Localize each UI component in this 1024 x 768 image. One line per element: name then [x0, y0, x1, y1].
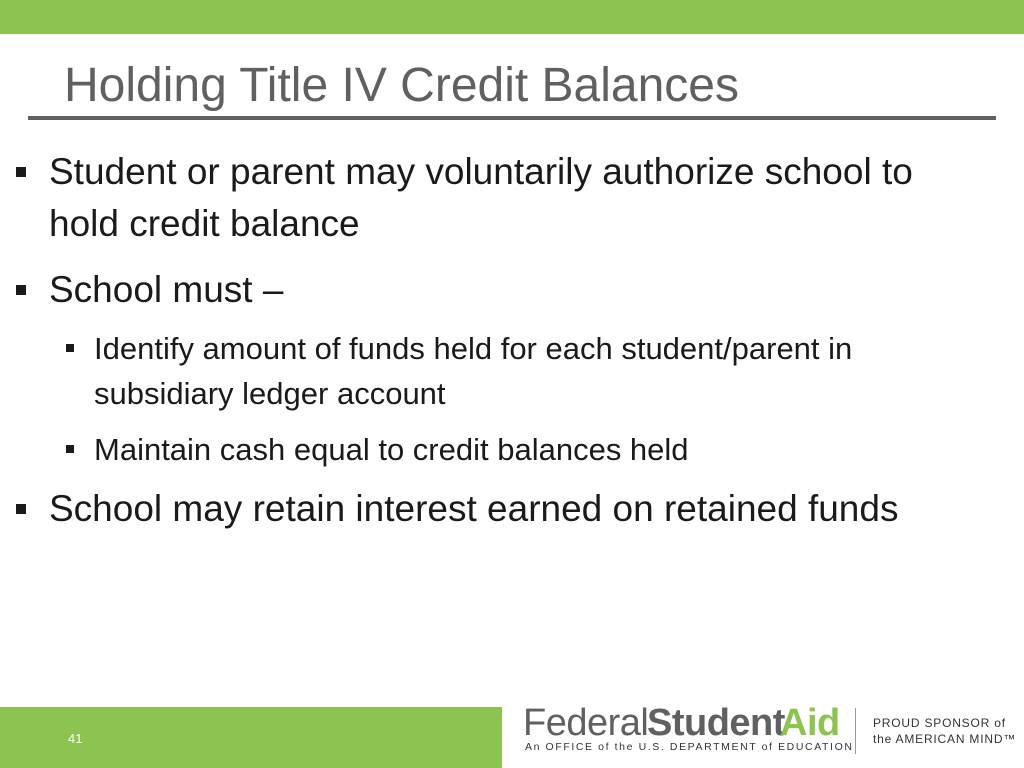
- slide-title: Holding Title IV Credit Balances: [64, 59, 739, 112]
- top-accent-band: [0, 0, 1024, 34]
- sponsor-line-2: the AMERICAN MIND™: [873, 732, 1017, 746]
- bullet-item: [0, 483, 979, 535]
- bullet-list: [0, 146, 1024, 549]
- page-number: 41: [68, 731, 83, 746]
- bullet-text: School may retain interest earned on retained funds: [49, 488, 899, 529]
- sponsor-line-1: PROUD SPONSOR of: [873, 716, 1006, 730]
- logo-federal-text: Federal: [523, 702, 649, 744]
- sub-bullet-item: [0, 427, 874, 472]
- square-bullet-icon: [16, 285, 26, 295]
- logo-aid-text: Aid: [780, 702, 840, 744]
- logo-office-line: An OFFICE of the U.S. DEPARTMENT of EDUCATION: [525, 741, 854, 753]
- logo-divider: [855, 708, 856, 754]
- logo-student-text: Student: [647, 702, 785, 744]
- bullet-item: [0, 264, 979, 316]
- square-bullet-icon: [16, 504, 26, 514]
- bullet-item: [0, 146, 979, 250]
- title-underline: [28, 116, 996, 120]
- square-bullet-icon: [16, 167, 26, 177]
- square-bullet-icon: [66, 445, 74, 453]
- square-bullet-icon: [66, 344, 74, 352]
- bullet-text: Student or parent may voluntarily authorize school to hold credit balance: [49, 151, 913, 244]
- sub-bullet-text: Identify amount of funds held for each student/parent in subsidiary ledger account: [94, 331, 853, 411]
- bullet-text: School must –: [49, 269, 284, 310]
- sub-bullet-text: Maintain cash equal to credit balances held: [94, 432, 689, 467]
- sub-bullet-item: [0, 326, 874, 416]
